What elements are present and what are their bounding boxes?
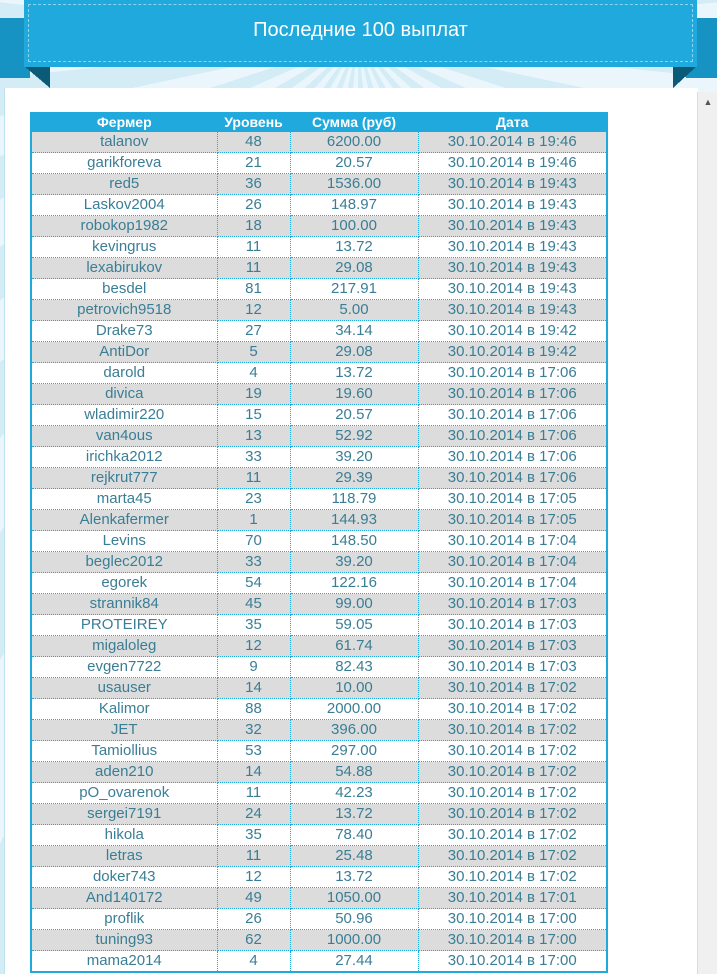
farmer-cell: Kalimor — [31, 699, 217, 720]
date-cell: 30.10.2014 в 17:06 — [418, 468, 607, 489]
level-cell: 81 — [217, 279, 290, 300]
table-row — [31, 216, 607, 237]
date-cell: 30.10.2014 в 17:02 — [418, 846, 607, 867]
level-cell: 14 — [217, 678, 290, 699]
table-row — [31, 237, 607, 258]
farmer-cell: JET — [31, 720, 217, 741]
vertical-scrollbar[interactable] — [697, 92, 717, 974]
table-row — [31, 300, 607, 321]
table-row — [31, 888, 607, 909]
table-row — [31, 573, 607, 594]
level-cell: 53 — [217, 741, 290, 762]
table-row — [31, 447, 607, 468]
date-cell: 30.10.2014 в 19:43 — [418, 258, 607, 279]
amount-cell: 20.57 — [290, 405, 418, 426]
farmer-cell: wladimir220 — [31, 405, 217, 426]
farmer-cell: migaloleg — [31, 636, 217, 657]
farmer-cell: strannik84 — [31, 594, 217, 615]
level-cell: 32 — [217, 720, 290, 741]
amount-cell: 29.08 — [290, 258, 418, 279]
payouts-table — [30, 112, 608, 973]
farmer-cell: marta45 — [31, 489, 217, 510]
amount-cell: 100.00 — [290, 216, 418, 237]
level-cell: 12 — [217, 867, 290, 888]
table-row — [31, 783, 607, 804]
table-row — [31, 930, 607, 951]
amount-cell: 27.44 — [290, 951, 418, 973]
level-cell: 4 — [217, 363, 290, 384]
level-cell: 33 — [217, 552, 290, 573]
farmer-cell: Laskov2004 — [31, 195, 217, 216]
amount-cell: 396.00 — [290, 720, 418, 741]
level-cell: 12 — [217, 636, 290, 657]
date-cell: 30.10.2014 в 17:04 — [418, 573, 607, 594]
date-cell: 30.10.2014 в 17:03 — [418, 594, 607, 615]
farmer-cell: van4ous — [31, 426, 217, 447]
level-cell: 26 — [217, 195, 290, 216]
amount-cell: 99.00 — [290, 594, 418, 615]
amount-cell: 1050.00 — [290, 888, 418, 909]
date-cell: 30.10.2014 в 17:06 — [418, 363, 607, 384]
date-cell: 30.10.2014 в 17:03 — [418, 657, 607, 678]
table-header-row — [31, 113, 607, 132]
level-cell: 4 — [217, 951, 290, 973]
amount-cell: 122.16 — [290, 573, 418, 594]
farmer-cell: egorek — [31, 573, 217, 594]
level-cell: 19 — [217, 384, 290, 405]
amount-cell: 1536.00 — [290, 174, 418, 195]
table-row — [31, 741, 607, 762]
date-cell: 30.10.2014 в 17:06 — [418, 426, 607, 447]
level-cell: 35 — [217, 615, 290, 636]
farmer-cell: rejkrut777 — [31, 468, 217, 489]
level-cell: 88 — [217, 699, 290, 720]
level-cell: 11 — [217, 237, 290, 258]
level-cell: 45 — [217, 594, 290, 615]
date-cell: 30.10.2014 в 19:43 — [418, 195, 607, 216]
date-cell: 30.10.2014 в 17:04 — [418, 531, 607, 552]
amount-cell: 118.79 — [290, 489, 418, 510]
table-row — [31, 195, 607, 216]
table-row — [31, 636, 607, 657]
level-cell: 24 — [217, 804, 290, 825]
date-cell: 30.10.2014 в 17:06 — [418, 384, 607, 405]
table-row — [31, 846, 607, 867]
date-cell: 30.10.2014 в 19:42 — [418, 321, 607, 342]
farmer-cell: talanov — [31, 132, 217, 153]
table-row — [31, 279, 607, 300]
amount-cell: 39.20 — [290, 447, 418, 468]
farmer-cell: letras — [31, 846, 217, 867]
level-cell: 15 — [217, 405, 290, 426]
level-cell: 27 — [217, 321, 290, 342]
amount-cell: 52.92 — [290, 426, 418, 447]
table-row — [31, 699, 607, 720]
farmer-cell: hikola — [31, 825, 217, 846]
level-cell: 23 — [217, 489, 290, 510]
level-cell: 21 — [217, 153, 290, 174]
page-title: Последние 100 выплат — [253, 19, 468, 41]
farmer-cell: aden210 — [31, 762, 217, 783]
farmer-cell: garikforeva — [31, 153, 217, 174]
level-cell: 36 — [217, 174, 290, 195]
amount-cell: 78.40 — [290, 825, 418, 846]
table-row — [31, 720, 607, 741]
date-cell: 30.10.2014 в 17:02 — [418, 783, 607, 804]
date-cell: 30.10.2014 в 19:46 — [418, 132, 607, 153]
amount-cell: 25.48 — [290, 846, 418, 867]
amount-cell: 6200.00 — [290, 132, 418, 153]
table-row — [31, 321, 607, 342]
level-cell: 14 — [217, 762, 290, 783]
table-row — [31, 951, 607, 973]
table-row — [31, 132, 607, 153]
table-row — [31, 909, 607, 930]
farmer-cell: pO_ovarenok — [31, 783, 217, 804]
farmer-cell: petrovich9518 — [31, 300, 217, 321]
level-cell: 12 — [217, 300, 290, 321]
farmer-cell: kevingrus — [31, 237, 217, 258]
amount-cell: 13.72 — [290, 867, 418, 888]
level-cell: 48 — [217, 132, 290, 153]
date-cell: 30.10.2014 в 19:43 — [418, 300, 607, 321]
level-cell: 26 — [217, 909, 290, 930]
column-header-date: Дата — [418, 113, 607, 132]
level-cell: 11 — [217, 258, 290, 279]
level-cell: 9 — [217, 657, 290, 678]
farmer-cell: Levins — [31, 531, 217, 552]
date-cell: 30.10.2014 в 17:02 — [418, 699, 607, 720]
farmer-cell: sergei7191 — [31, 804, 217, 825]
level-cell: 33 — [217, 447, 290, 468]
amount-cell: 5.00 — [290, 300, 418, 321]
date-cell: 30.10.2014 в 19:43 — [418, 279, 607, 300]
table-row — [31, 594, 607, 615]
farmer-cell: doker743 — [31, 867, 217, 888]
farmer-cell: evgen7722 — [31, 657, 217, 678]
farmer-cell: irichka2012 — [31, 447, 217, 468]
table-row — [31, 489, 607, 510]
table-row — [31, 615, 607, 636]
amount-cell: 13.72 — [290, 237, 418, 258]
table-row — [31, 153, 607, 174]
level-cell: 5 — [217, 342, 290, 363]
table-row — [31, 174, 607, 195]
date-cell: 30.10.2014 в 17:00 — [418, 951, 607, 973]
date-cell: 30.10.2014 в 19:43 — [418, 216, 607, 237]
table-row — [31, 762, 607, 783]
level-cell: 62 — [217, 930, 290, 951]
date-cell: 30.10.2014 в 17:02 — [418, 867, 607, 888]
table-row — [31, 258, 607, 279]
amount-cell: 148.97 — [290, 195, 418, 216]
date-cell: 30.10.2014 в 17:02 — [418, 741, 607, 762]
amount-cell: 34.14 — [290, 321, 418, 342]
date-cell: 30.10.2014 в 19:42 — [418, 342, 607, 363]
level-cell: 13 — [217, 426, 290, 447]
column-header-level: Уровень — [217, 113, 290, 132]
amount-cell: 82.43 — [290, 657, 418, 678]
column-header-farmer: Фермер — [31, 113, 217, 132]
amount-cell: 61.74 — [290, 636, 418, 657]
amount-cell: 59.05 — [290, 615, 418, 636]
farmer-cell: beglec2012 — [31, 552, 217, 573]
amount-cell: 20.57 — [290, 153, 418, 174]
amount-cell: 144.93 — [290, 510, 418, 531]
date-cell: 30.10.2014 в 17:04 — [418, 552, 607, 573]
date-cell: 30.10.2014 в 19:43 — [418, 174, 607, 195]
ribbon-fold-left — [24, 66, 50, 88]
amount-cell: 217.91 — [290, 279, 418, 300]
scroll-up-arrow-icon[interactable]: ▲ — [703, 97, 713, 107]
table-row — [31, 468, 607, 489]
level-cell: 11 — [217, 846, 290, 867]
table-row — [31, 804, 607, 825]
date-cell: 30.10.2014 в 19:46 — [418, 153, 607, 174]
table-row — [31, 531, 607, 552]
amount-cell: 29.39 — [290, 468, 418, 489]
amount-cell: 29.08 — [290, 342, 418, 363]
amount-cell: 1000.00 — [290, 930, 418, 951]
date-cell: 30.10.2014 в 17:06 — [418, 447, 607, 468]
date-cell: 30.10.2014 в 17:02 — [418, 804, 607, 825]
table-row — [31, 657, 607, 678]
amount-cell: 2000.00 — [290, 699, 418, 720]
table-row — [31, 342, 607, 363]
table-row — [31, 405, 607, 426]
amount-cell: 50.96 — [290, 909, 418, 930]
farmer-cell: Tamiollius — [31, 741, 217, 762]
table-row — [31, 384, 607, 405]
farmer-cell: darold — [31, 363, 217, 384]
date-cell: 30.10.2014 в 17:06 — [418, 405, 607, 426]
level-cell: 54 — [217, 573, 290, 594]
column-header-amount: Сумма (руб) — [290, 113, 418, 132]
amount-cell: 19.60 — [290, 384, 418, 405]
level-cell: 11 — [217, 468, 290, 489]
farmer-cell: red5 — [31, 174, 217, 195]
amount-cell: 148.50 — [290, 531, 418, 552]
date-cell: 30.10.2014 в 17:00 — [418, 909, 607, 930]
farmer-cell: Drake73 — [31, 321, 217, 342]
table-row — [31, 552, 607, 573]
table-row — [31, 426, 607, 447]
level-cell: 35 — [217, 825, 290, 846]
level-cell: 11 — [217, 783, 290, 804]
date-cell: 30.10.2014 в 17:01 — [418, 888, 607, 909]
date-cell: 30.10.2014 в 19:43 — [418, 237, 607, 258]
amount-cell: 297.00 — [290, 741, 418, 762]
amount-cell: 54.88 — [290, 762, 418, 783]
farmer-cell: proflik — [31, 909, 217, 930]
ribbon-fold-right — [673, 66, 697, 88]
level-cell: 70 — [217, 531, 290, 552]
farmer-cell: tuning93 — [31, 930, 217, 951]
header-banner — [24, 0, 697, 66]
amount-cell: 42.23 — [290, 783, 418, 804]
amount-cell: 10.00 — [290, 678, 418, 699]
date-cell: 30.10.2014 в 17:02 — [418, 825, 607, 846]
table-row — [31, 867, 607, 888]
level-cell: 49 — [217, 888, 290, 909]
date-cell: 30.10.2014 в 17:05 — [418, 510, 607, 531]
farmer-cell: besdel — [31, 279, 217, 300]
farmer-cell: robokop1982 — [31, 216, 217, 237]
date-cell: 30.10.2014 в 17:05 — [418, 489, 607, 510]
amount-cell: 13.72 — [290, 363, 418, 384]
table-row — [31, 510, 607, 531]
farmer-cell: AntiDor — [31, 342, 217, 363]
farmer-cell: And140172 — [31, 888, 217, 909]
date-cell: 30.10.2014 в 17:03 — [418, 615, 607, 636]
table-row — [31, 825, 607, 846]
date-cell: 30.10.2014 в 17:02 — [418, 762, 607, 783]
farmer-cell: usauser — [31, 678, 217, 699]
farmer-cell: lexabirukov — [31, 258, 217, 279]
date-cell: 30.10.2014 в 17:03 — [418, 636, 607, 657]
date-cell: 30.10.2014 в 17:02 — [418, 720, 607, 741]
amount-cell: 39.20 — [290, 552, 418, 573]
amount-cell: 13.72 — [290, 804, 418, 825]
farmer-cell: divica — [31, 384, 217, 405]
date-cell: 30.10.2014 в 17:02 — [418, 678, 607, 699]
level-cell: 18 — [217, 216, 290, 237]
table-row — [31, 363, 607, 384]
farmer-cell: Alenkafermer — [31, 510, 217, 531]
table-row — [31, 678, 607, 699]
date-cell: 30.10.2014 в 17:00 — [418, 930, 607, 951]
farmer-cell: PROTEIREY — [31, 615, 217, 636]
farmer-cell: mama2014 — [31, 951, 217, 973]
level-cell: 1 — [217, 510, 290, 531]
